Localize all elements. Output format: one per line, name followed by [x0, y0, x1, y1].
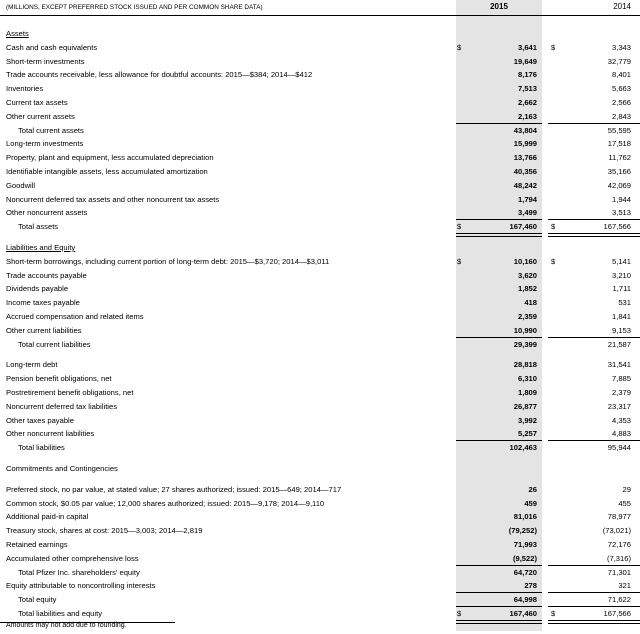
table-row — [0, 400, 640, 414]
value-2014: 5,141 — [611, 256, 631, 266]
value-2014: 1,944 — [611, 194, 631, 204]
table-row — [0, 338, 640, 352]
value-2014: 72,176 — [607, 540, 631, 549]
value-2014: 167,566 — [603, 609, 631, 618]
row-label: Postretirement benefit obligations, net — [6, 388, 134, 397]
value-2014: 35,166 — [607, 167, 631, 176]
row-label: Total equity — [18, 595, 57, 605]
value-2015: 3,992 — [517, 415, 537, 425]
row-label: Noncurrent deferred tax liabilities — [6, 401, 118, 411]
value-2015: 167,460 — [509, 222, 537, 232]
value-2014: 95,944 — [607, 443, 631, 453]
row-label: Total Pfizer Inc. shareholders' equity — [18, 567, 140, 577]
row-label: Current tax assets — [6, 98, 68, 107]
value-2014: 4,353 — [611, 415, 631, 425]
table-row — [0, 68, 640, 82]
table-row — [0, 358, 640, 372]
table-row — [0, 220, 640, 234]
dollar-sign-2015: $ — [457, 609, 462, 618]
table-row — [0, 566, 640, 580]
value-2014: 455 — [618, 498, 631, 508]
value-2014: 321 — [618, 581, 631, 591]
dollar-sign-2014: $ — [551, 222, 556, 232]
row-label: Trade accounts receivable, less allowance for doubtful accounts: 2015—$384; 2014—$412 — [6, 70, 313, 80]
value-2015: 15,999 — [513, 139, 537, 149]
table-row — [0, 483, 640, 497]
value-2015: 13,766 — [513, 153, 537, 163]
total-double-rule — [548, 233, 640, 237]
dollar-sign-2015: $ — [457, 42, 462, 52]
section-heading — [0, 27, 640, 41]
value-2015: 278 — [524, 581, 537, 591]
value-2015: 40,356 — [513, 167, 537, 176]
table-row — [0, 82, 640, 96]
value-2015: 5,257 — [517, 429, 537, 439]
value-2015: 64,720 — [513, 567, 537, 577]
value-2015: 1,809 — [517, 388, 537, 397]
row-label: Short-term investments — [6, 56, 85, 66]
value-2015: 2,359 — [517, 312, 537, 321]
value-2014: 17,518 — [607, 139, 631, 149]
value-2015: 19,649 — [513, 56, 537, 66]
table-row — [0, 282, 640, 296]
row-label: Accumulated other comprehensive loss — [6, 553, 139, 563]
value-2014: 2,379 — [611, 388, 631, 397]
dollar-sign-2014: $ — [551, 256, 556, 266]
row-label: Goodwill — [6, 180, 36, 190]
value-2014: 9,153 — [611, 325, 631, 335]
row-label: Liabilities and Equity — [6, 243, 76, 252]
table-row — [0, 552, 640, 566]
value-2015: 7,513 — [517, 84, 537, 94]
table-row — [0, 96, 640, 110]
value-2015: 43,804 — [513, 125, 537, 135]
value-2014: 55,595 — [607, 125, 631, 135]
row-label: Total liabilities — [18, 443, 65, 453]
dollar-sign-2014: $ — [551, 42, 556, 52]
value-2014: 71,622 — [607, 595, 631, 605]
table-row — [0, 269, 640, 283]
value-2014: 78,977 — [607, 512, 631, 522]
row-label: Income taxes payable — [6, 298, 80, 308]
value-2015: 8,176 — [517, 70, 537, 80]
footnote-row — [0, 620, 640, 634]
table-row — [0, 538, 640, 552]
table-row — [0, 296, 640, 310]
value-2014: 5,663 — [611, 84, 631, 94]
value-2015: 28,818 — [513, 360, 537, 370]
row-label: Long-term debt — [6, 360, 58, 370]
table-row — [0, 441, 640, 455]
section-heading — [0, 241, 640, 255]
row-label: Noncurrent deferred tax assets and other noncurrent tax assets — [6, 194, 220, 204]
table-row — [0, 579, 640, 593]
value-2015: 10,160 — [513, 256, 537, 266]
row-label: Total liabilities and equity — [18, 609, 103, 618]
value-2014: 1,711 — [612, 284, 631, 294]
table-row — [0, 110, 640, 124]
row-label: Total assets — [18, 222, 59, 232]
row-label: Other current assets — [6, 111, 75, 121]
value-2015: 167,460 — [509, 609, 537, 618]
row-label: Additional paid-in capital — [6, 512, 89, 522]
table-row — [0, 151, 640, 165]
row-label: Common stock, $0.05 par value; 12,000 shares authorized; issued: 2015—9,178; 2014—9,110 — [6, 498, 325, 508]
value-2015: 29,399 — [513, 339, 537, 349]
value-2015: 102,463 — [509, 443, 537, 453]
total-double-rule — [456, 233, 542, 237]
value-2014: 8,401 — [611, 70, 631, 80]
value-2014: 29 — [622, 484, 631, 494]
row-label: Long-term investments — [6, 139, 84, 149]
value-2014: 42,069 — [607, 180, 631, 190]
table-row — [0, 310, 640, 324]
table-row — [0, 255, 640, 269]
value-2015: 1,794 — [517, 194, 537, 204]
row-label: Equity attributable to noncontrolling interests — [6, 581, 156, 591]
table-row — [0, 165, 640, 179]
row-label: Treasury stock, shares at cost: 2015—3,003; 2014—2,819 — [6, 526, 203, 536]
table-row — [0, 137, 640, 151]
table-row — [0, 193, 640, 207]
year-2015-heading: 2015 — [490, 2, 508, 11]
value-2014: (73,021) — [602, 526, 631, 536]
value-2015: 3,641 — [517, 42, 537, 52]
value-2014: 4,883 — [611, 429, 631, 439]
value-2015: 81,016 — [513, 512, 537, 522]
header-rule — [0, 15, 640, 16]
year-2014-heading: 2014 — [613, 2, 631, 11]
value-2015: 10,990 — [513, 325, 537, 335]
table-row — [0, 55, 640, 69]
row-label: Retained earnings — [6, 540, 68, 549]
value-2015: 26 — [528, 484, 537, 494]
value-2015: 48,242 — [513, 180, 537, 190]
value-2014: 167,566 — [603, 222, 631, 232]
row-label: Other noncurrent assets — [6, 208, 88, 218]
table-row — [0, 372, 640, 386]
row-label: Dividends payable — [6, 284, 69, 294]
table-row — [0, 607, 640, 621]
table-row — [0, 41, 640, 55]
table-row — [0, 427, 640, 441]
table-row — [0, 524, 640, 538]
value-2015: (9,522) — [512, 553, 537, 563]
table-header — [0, 0, 640, 14]
row-label: Inventories — [6, 84, 44, 94]
row-label: Property, plant and equipment, less accumulated depreciation — [6, 153, 214, 163]
row-label: Pension benefit obligations, net — [6, 374, 112, 384]
value-2015: 459 — [524, 498, 537, 508]
table-row — [0, 497, 640, 511]
value-2014: (7,316) — [606, 553, 631, 563]
value-2015: 2,662 — [517, 98, 537, 107]
table-row — [0, 324, 640, 338]
value-2014: 71,301 — [607, 567, 631, 577]
value-2014: 32,779 — [607, 56, 631, 66]
row-label: Accrued compensation and related items — [6, 312, 144, 321]
value-2014: 3,343 — [611, 42, 631, 52]
value-2015: 71,993 — [513, 540, 537, 549]
value-2014: 23,317 — [607, 401, 631, 411]
row-label: Preferred stock, no par value, at stated value; 27 shares authorized; issued: 2015—649; 2014—717 — [6, 484, 342, 494]
row-label: Identifiable intangible assets, less accumulated amortization — [6, 167, 208, 176]
value-2015: 26,877 — [513, 401, 537, 411]
value-2015: (79,252) — [508, 526, 537, 536]
value-2014: 21,587 — [607, 339, 631, 349]
dollar-sign-2015: $ — [457, 256, 462, 266]
value-2014: 11,762 — [608, 153, 631, 163]
row-label: Trade accounts payable — [6, 270, 87, 280]
value-2015: 418 — [524, 298, 537, 308]
row-label: Cash and cash equivalents — [6, 42, 98, 52]
value-2015: 64,998 — [513, 595, 537, 605]
row-label: Other noncurrent liabilities — [6, 429, 95, 439]
value-2014: 3,210 — [611, 270, 631, 280]
rounding-footnote: Amounts may not add due to rounding. — [6, 622, 127, 629]
value-2015: 6,310 — [517, 374, 537, 384]
table-row — [0, 593, 640, 607]
table-row — [0, 124, 640, 138]
units-note: (MILLIONS, EXCEPT PREFERRED STOCK ISSUED AND PER COMMON SHARE DATA) — [6, 4, 263, 11]
value-2014: 3,513 — [611, 208, 631, 218]
row-label: Total current assets — [18, 125, 84, 135]
row-label: Other taxes payable — [6, 415, 74, 425]
dollar-sign-2014: $ — [551, 609, 556, 618]
row-label: Total current liabilities — [18, 339, 91, 349]
row-label: Commitments and Contingencies — [6, 464, 118, 473]
value-2015: 2,163 — [517, 111, 537, 121]
value-2014: 1,841 — [611, 312, 631, 321]
table-row — [0, 179, 640, 193]
dollar-sign-2015: $ — [457, 222, 462, 232]
value-2014: 2,843 — [611, 111, 631, 121]
row-label: Short-term borrowings, including current portion of long-term debt: 2015—$3,720; 2014—$3,011 — [6, 256, 330, 266]
value-2014: 2,566 — [611, 98, 631, 107]
value-2015: 3,620 — [517, 270, 537, 280]
table-row — [0, 462, 640, 476]
table-row — [0, 386, 640, 400]
table-row — [0, 510, 640, 524]
value-2015: 3,499 — [517, 208, 537, 218]
value-2015: 1,852 — [517, 284, 537, 294]
table-row — [0, 414, 640, 428]
value-2014: 31,541 — [607, 360, 631, 370]
table-row — [0, 206, 640, 220]
row-label: Assets — [6, 29, 29, 38]
value-2014: 531 — [618, 298, 631, 308]
row-label: Other current liabilities — [6, 325, 82, 335]
value-2014: 7,885 — [611, 374, 631, 384]
